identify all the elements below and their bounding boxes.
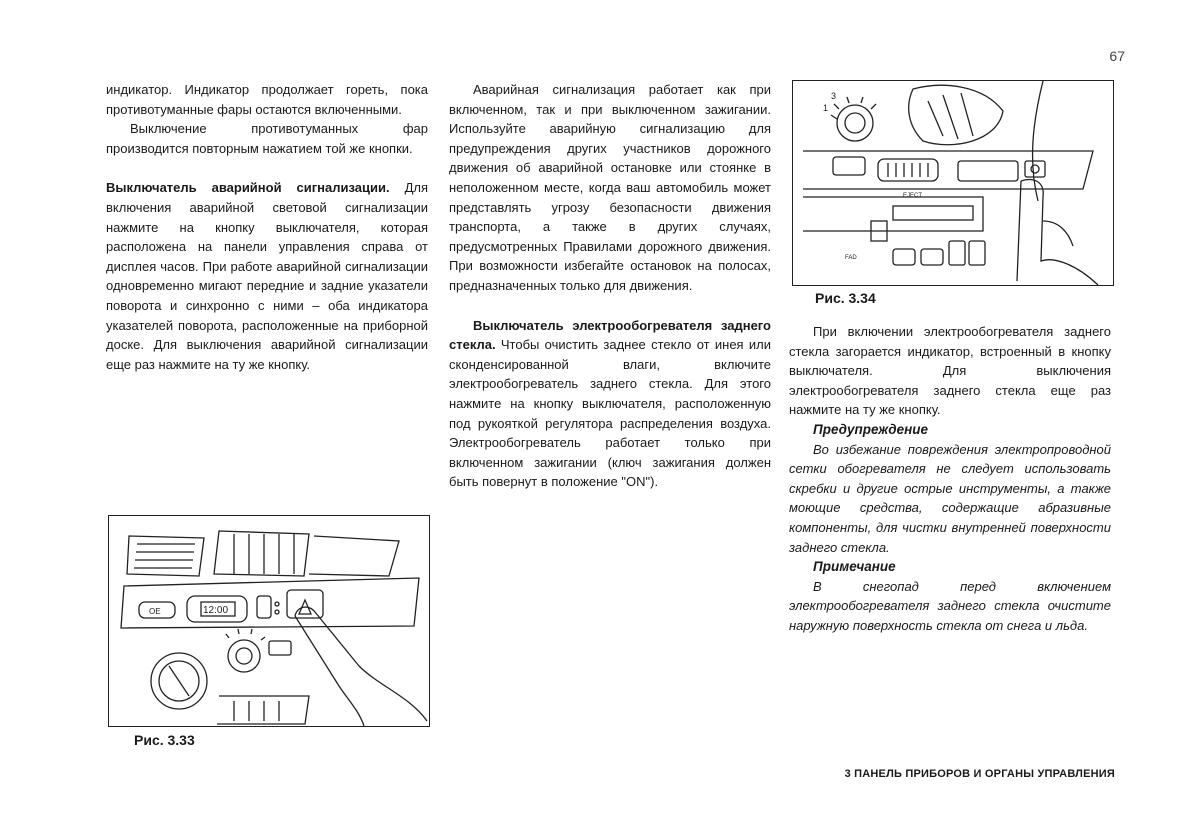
figure-3-34 bbox=[792, 80, 1114, 286]
figure-label: FAD bbox=[845, 255, 857, 261]
paragraph-text: Для включения аварийной световой сигнализации нажмите на кнопку выключателя, которая расположена на панели управления справа от дисплея часов. При работе аварийной сигнализации одновременно мигают передние и задние указатели поворота и синхронно с ними – оба индикатора указателей поворота, расположенные на приборной доске. Для выключения аварийной сигнализации еще раз нажмите на ту же кнопку. bbox=[106, 180, 429, 372]
paragraph-hazard-switch bbox=[106, 178, 428, 374]
clock-display: 12:00 bbox=[203, 605, 229, 616]
text-column-right bbox=[789, 322, 1111, 636]
text-column-middle bbox=[449, 80, 771, 492]
svg-text:OE: OE bbox=[149, 607, 161, 616]
figure-caption: Рис. 3.34 bbox=[815, 290, 876, 306]
warning-text: Во избежание повреждения электропроводной сетки обогревателя не следует использовать скребки и другие острые инструменты, а также моющие средства, содержащие абразивные компоненты, для чистки внутренней поверхности заднего стекла. bbox=[789, 441, 1111, 555]
figure-label: 3 bbox=[831, 91, 837, 101]
figure-caption: Рис. 3.33 bbox=[134, 732, 195, 748]
figure-label: EJECT bbox=[903, 193, 923, 199]
paragraph: Выключение противотуманных фар производится повторным нажатием той же кнопки. bbox=[106, 121, 428, 156]
note-text: В снегопад перед включением электрообогревателя заднего стекла очистите наружную поверхность стекла от снега и льда. bbox=[789, 578, 1111, 633]
paragraph: индикатор. Индикатор продолжает гореть, пока противотуманные фары остаются включенными. bbox=[106, 82, 428, 117]
dashboard-defroster-illustration bbox=[793, 81, 1113, 285]
note-title: Примечание bbox=[813, 559, 896, 575]
paragraph: При включении электрообогревателя заднего стекла загорается индикатор, встроенный в кнопку выключателя. Для выключения электрообогревателя заднего стекла еще раз нажмите на ту же кнопку. bbox=[789, 324, 1111, 418]
page-number: 67 bbox=[1109, 48, 1125, 64]
section-heading-hazard-switch: Выключатель аварийной сигнализации. bbox=[106, 180, 390, 196]
dashboard-hazard-illustration bbox=[109, 516, 429, 726]
paragraph-rear-defroster bbox=[449, 316, 771, 492]
figure-3-33 bbox=[108, 515, 430, 727]
paragraph-text: Чтобы очистить заднее стекло от инея или сконденсированной влаги, включите электрообогреватель заднего стекла. Для этого нажмите на кнопку выключателя, расположенную под рукояткой регулятора распределения воздуха. Электрообогреватель работает только при включенном зажигании (ключ зажигания должен быть повернут в положение "ON"). bbox=[449, 337, 771, 490]
figure-label: 1 bbox=[823, 103, 829, 113]
paragraph: Аварийная сигнализация работает как при включенном, так и при выключенном зажигании. Используйте аварийную сигнализацию для предупреждения других участников дорожного движения об аварийной остановке или стоянке в неположенном месте, когда ваш автомобиль может представлять угрозу безопасности движения транспорта, а также в других случаях, предусмотренных Правилами дорожного движения. При возможности избегайте остановок на полосах, предназначенных только для движения. bbox=[449, 82, 771, 293]
warning-title: Предупреждение bbox=[813, 421, 929, 437]
text-column-left bbox=[106, 80, 428, 374]
section-heading-rear-defroster: Выключатель электрообогревателя заднего стекла. bbox=[449, 317, 771, 353]
page-footer: 3 ПАНЕЛЬ ПРИБОРОВ И ОРГАНЫ УПРАВЛЕНИЯ bbox=[844, 768, 1115, 780]
